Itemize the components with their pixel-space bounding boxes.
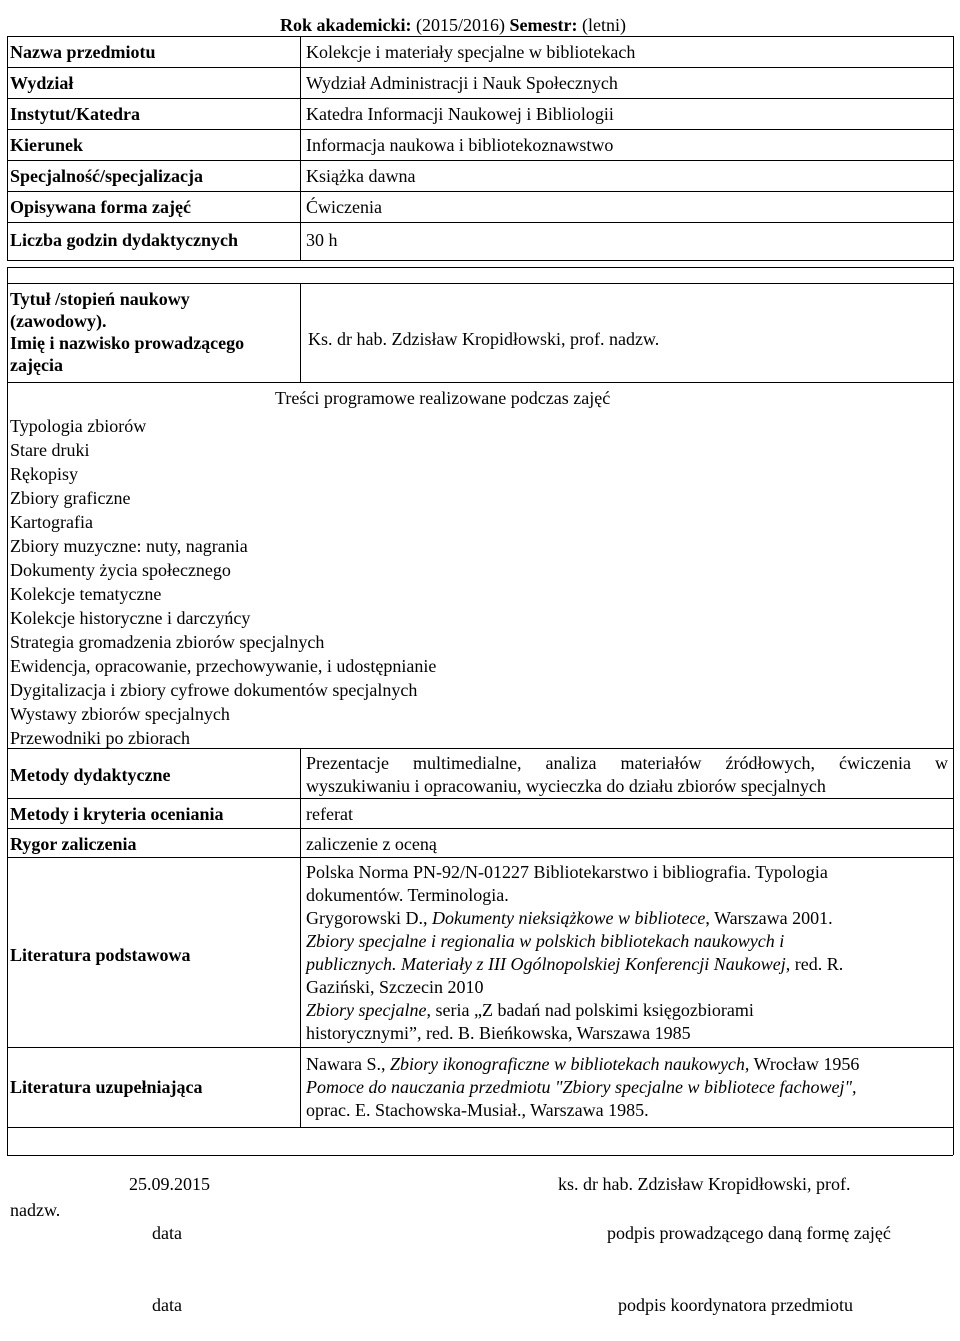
credit-requirement-label: Rygor zaliczenia [10,834,137,854]
section-divider [7,828,953,829]
list-item: Przewodniki po zbiorach [10,728,190,748]
table-border [7,36,8,261]
lecturer-label-line: Imię i nazwisko prowadzącego [10,333,245,353]
course-name-value: Kolekcje i materiały specjalne w bibliotekach [306,42,636,62]
assessment-value: referat [306,804,353,824]
table-row-divider [7,67,953,68]
semester-value: (letni) [581,15,626,35]
field-of-study-value: Informacja naukowa i bibliotekoznawstwo [306,135,614,155]
course-name-label: Nazwa przedmiotu [10,42,156,62]
specialization-label: Specjalność/specjalizacja [10,166,203,186]
lecturer-label-line: zajęcia [10,355,63,375]
semester-label: Semestr: [509,15,578,35]
table-row-divider [7,129,953,130]
institute-value: Katedra Informacji Naukowej i Bibliologii [306,104,614,124]
literature-entry: oprac. E. Stachowska-Musiał., Warszawa 1985. [306,1100,649,1120]
literature-entry: Polska Norma PN-92/N-01227 Bibliotekarstwo i bibliografia. Typologia [306,862,828,882]
academic-year-value: (2015/2016) [416,15,506,35]
table-border [7,36,953,37]
publication-info: , red. R. [785,954,844,974]
list-item: Zbiory graficzne [10,488,131,508]
section-divider [7,382,953,383]
program-content-title: Treści programowe realizowane podczas zajęć [275,388,611,408]
literature-entry: Pomoce do nauczania przedmiotu "Zbiory specjalne w bibliotece fachowej", [306,1077,857,1097]
author: Nawara S., [306,1054,390,1074]
section-divider [7,1047,953,1048]
basic-literature-label: Literatura podstawowa [10,945,191,965]
table-row-divider [7,98,953,99]
hours-value: 30 h [306,230,338,250]
class-form-value: Ćwiczenia [306,197,382,217]
teaching-methods-value-line2: wyszukiwaniu i opracowaniu, wycieczka do działu zbiorów specjalnych [306,776,826,796]
date-label: data [152,1223,182,1243]
literature-entry: historycznymi”, red. B. Bieńkowska, Warszawa 1985 [306,1023,691,1043]
lecturer-value: Ks. dr hab. Zdzisław Kropidłowski, prof. nadzw. [308,329,660,349]
author: Grygorowski D., [306,908,432,928]
literature-entry [306,953,843,976]
literature-entry: Gaziński, Szczecin 2010 [306,977,484,997]
section-border [953,267,954,1155]
program-content-list [10,414,436,750]
literature-entry [306,907,843,930]
faculty-label: Wydział [10,73,74,93]
book-title: Dokumenty nieksiążkowe w bibliotece [432,908,706,928]
section-border [7,267,953,268]
faculty-value: Wydział Administracji i Nauk Społecznych [306,73,618,93]
book-title: Zbiory specjalne [306,1000,427,1020]
list-item: Typologia zbiorów [10,416,147,436]
series-info: , seria „Z badań nad polskimi księgozbiorami [426,1000,754,1020]
list-item: Kolekcje historyczne i darczyńcy [10,608,251,628]
supplementary-literature-list [306,1053,859,1122]
section-border [7,267,8,1155]
section-column-divider [300,748,301,1128]
table-row-divider [7,160,953,161]
list-item: Wystawy zbiorów specjalnych [10,704,230,724]
table-border [953,36,954,261]
book-title: publicznych. Materiały z III Ogólnopolskiej Konferencji Naukowej [306,954,786,974]
date-label-2: data [152,1295,182,1315]
list-item: Dokumenty życia społecznego [10,560,231,580]
institute-label: Instytut/Katedra [10,104,140,124]
section-border [7,283,953,284]
book-title: Zbiory ikonograficzne w bibliotekach naukowych [389,1054,745,1074]
basic-literature-list [306,861,843,1045]
list-item: Kartografia [10,512,93,532]
list-item: Stare druki [10,440,90,460]
lecturer-label-line: (zawodowy). [10,311,107,331]
section-divider [7,1127,953,1128]
list-item: Strategia gromadzenia zbiorów specjalnych [10,632,325,652]
credit-requirement-value: zaliczenie z oceną [306,834,437,854]
list-item: Ewidencja, opracowanie, przechowywanie, i udostępnianie [10,656,437,676]
signature-date-value: 25.09.2015 [129,1174,210,1194]
publication-info: , Warszawa 2001. [705,908,833,928]
class-form-label: Opisywana forma zajęć [10,197,191,217]
list-item: Dygitalizacja i zbiory cyfrowe dokumentów specjalnych [10,680,418,700]
academic-year-header [280,14,626,36]
hours-label: Liczba godzin dydaktycznych [10,230,239,250]
field-of-study-label: Kierunek [10,135,84,155]
table-border [7,260,953,261]
lecturer-label [10,288,244,376]
list-item: Kolekcje tematyczne [10,584,162,604]
assessment-label: Metody i kryteria oceniania [10,804,224,824]
table-row-divider [7,222,953,223]
section-border [7,1155,953,1156]
publication-info: , Wrocław 1956 [744,1054,860,1074]
section-column-divider [300,283,301,383]
academic-year-label: Rok akademicki: [280,15,412,35]
literature-entry: dokumentów. Terminologia. [306,885,509,905]
lecturer-label-line: Tytuł /stopień naukowy [10,289,190,309]
section-divider [7,857,953,858]
literature-entry [306,1053,859,1076]
literature-entry: Zbiory specjalne i regionalia w polskich bibliotekach naukowych i [306,931,785,951]
specialization-value: Książka dawna [306,166,416,186]
supplementary-literature-label: Literatura uzupełniająca [10,1077,203,1097]
signer-name-continued: nadzw. [10,1200,61,1220]
list-item: Rękopisy [10,464,79,484]
coordinator-signature-label: podpis koordynatora przedmiotu [618,1295,853,1315]
table-column-divider [300,36,301,260]
teaching-methods-value-line1: Prezentacje multimedialne, analiza materiałów źródłowych, ćwiczenia w [306,753,948,773]
table-row-divider [7,191,953,192]
teaching-methods-label: Metody dydaktyczne [10,765,171,785]
signer-name: ks. dr hab. Zdzisław Kropidłowski, prof. [558,1174,851,1194]
list-item: Zbiory muzyczne: nuty, nagrania [10,536,248,556]
section-divider [7,798,953,799]
lecturer-signature-label: podpis prowadzącego daną formę zajęć [607,1223,891,1243]
literature-entry [306,999,843,1022]
